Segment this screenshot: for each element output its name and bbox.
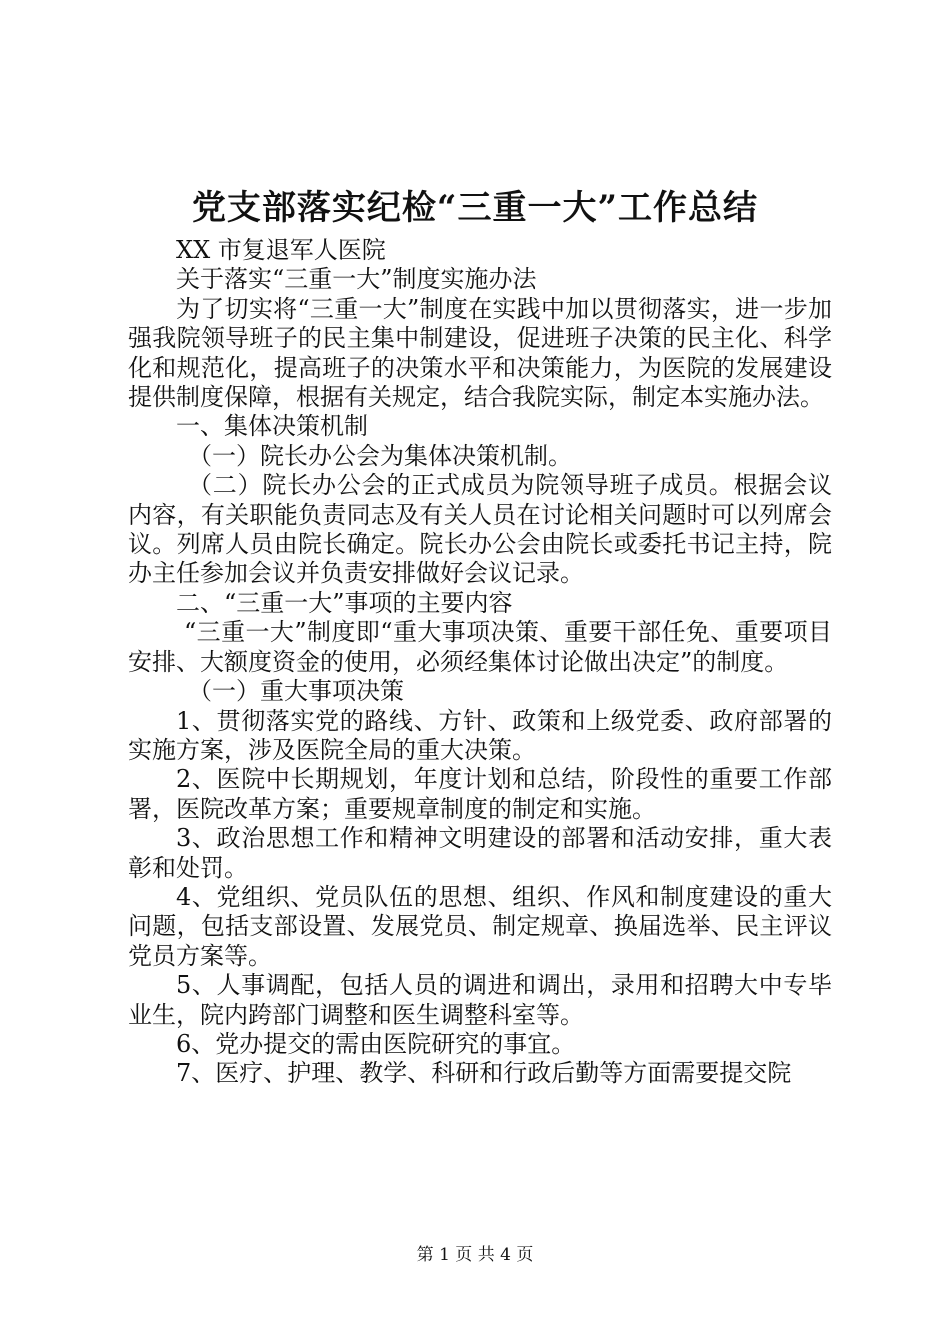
list-item-1: 1、贯彻落实党的路线、方针、政策和上级党委、政府部署的实施方案，涉及医院全局的重大决策。	[128, 706, 832, 764]
list-item-4: 4、党组织、党员队伍的思想、组织、作风和制度建设的重大问题，包括支部设置、发展党员、制定规章、换届选举、民主评议党员方案等。	[128, 882, 832, 970]
intro-paragraph: 为了切实将“三重一大”制度在实践中加以贯彻落实，进一步加强我院领导班子的民主集中制建设，促进班子决策的民主化、科学化和规范化，提高班子的决策水平和决策能力，为医院的发展建设提供制度保障，根据有关规定，结合我院实际，制定本实施办法。	[128, 294, 832, 412]
list-item-5: 5、人事调配，包括人员的调进和调出，录用和招聘大中专毕业生，院内跨部门调整和医生调整科室等。	[128, 971, 832, 1029]
page-title: 党支部落实纪检“三重一大”工作总结	[191, 188, 759, 228]
list-item-7: 7、医疗、护理、教学、科研和行政后勤等方面需要提交院	[176, 1059, 792, 1088]
subsection-2-1: （一）重大事项决策	[188, 677, 404, 706]
issuer-line: XX 市复退军人医院	[176, 236, 386, 264]
definition-paragraph: “三重一大”制度即“重大事项决策、重要干部任免、重要项目安排、大额度资金的使用，必须经集体讨论做出决定”的制度。	[128, 618, 832, 676]
section-heading-2: 二、“三重一大”事项的主要内容	[176, 588, 513, 617]
list-item-3: 3、政治思想工作和精神文明建设的部署和活动安排，重大表彰和处罚。	[128, 824, 832, 882]
document-body	[128, 236, 832, 1089]
list-item-2: 2、医院中长期规划，年度计划和总结，阶段性的重要工作部署，医院改革方案；重要规章制度的制定和实施。	[128, 765, 832, 823]
list-item-6: 6、党办提交的需由医院研究的事宜。	[176, 1029, 576, 1058]
subtitle-line: 关于落实“三重一大”制度实施办法	[176, 265, 537, 294]
section-heading-1: 一、集体决策机制	[176, 412, 368, 441]
page-footer: 第 1 页 共 4 页	[416, 1245, 534, 1265]
subsection-1-1: （一）院长办公会为集体决策机制。	[188, 441, 572, 470]
subsection-1-2: （二）院长办公会的正式成员为院领导班子成员。根据会议内容，有关职能负责同志及有关人员在讨论相关问题时可以列席会议。列席人员由院长确定。院长办公会由院长或委托书记主持，院办主任参加会议并负责安排做好会议记录。	[128, 471, 832, 588]
